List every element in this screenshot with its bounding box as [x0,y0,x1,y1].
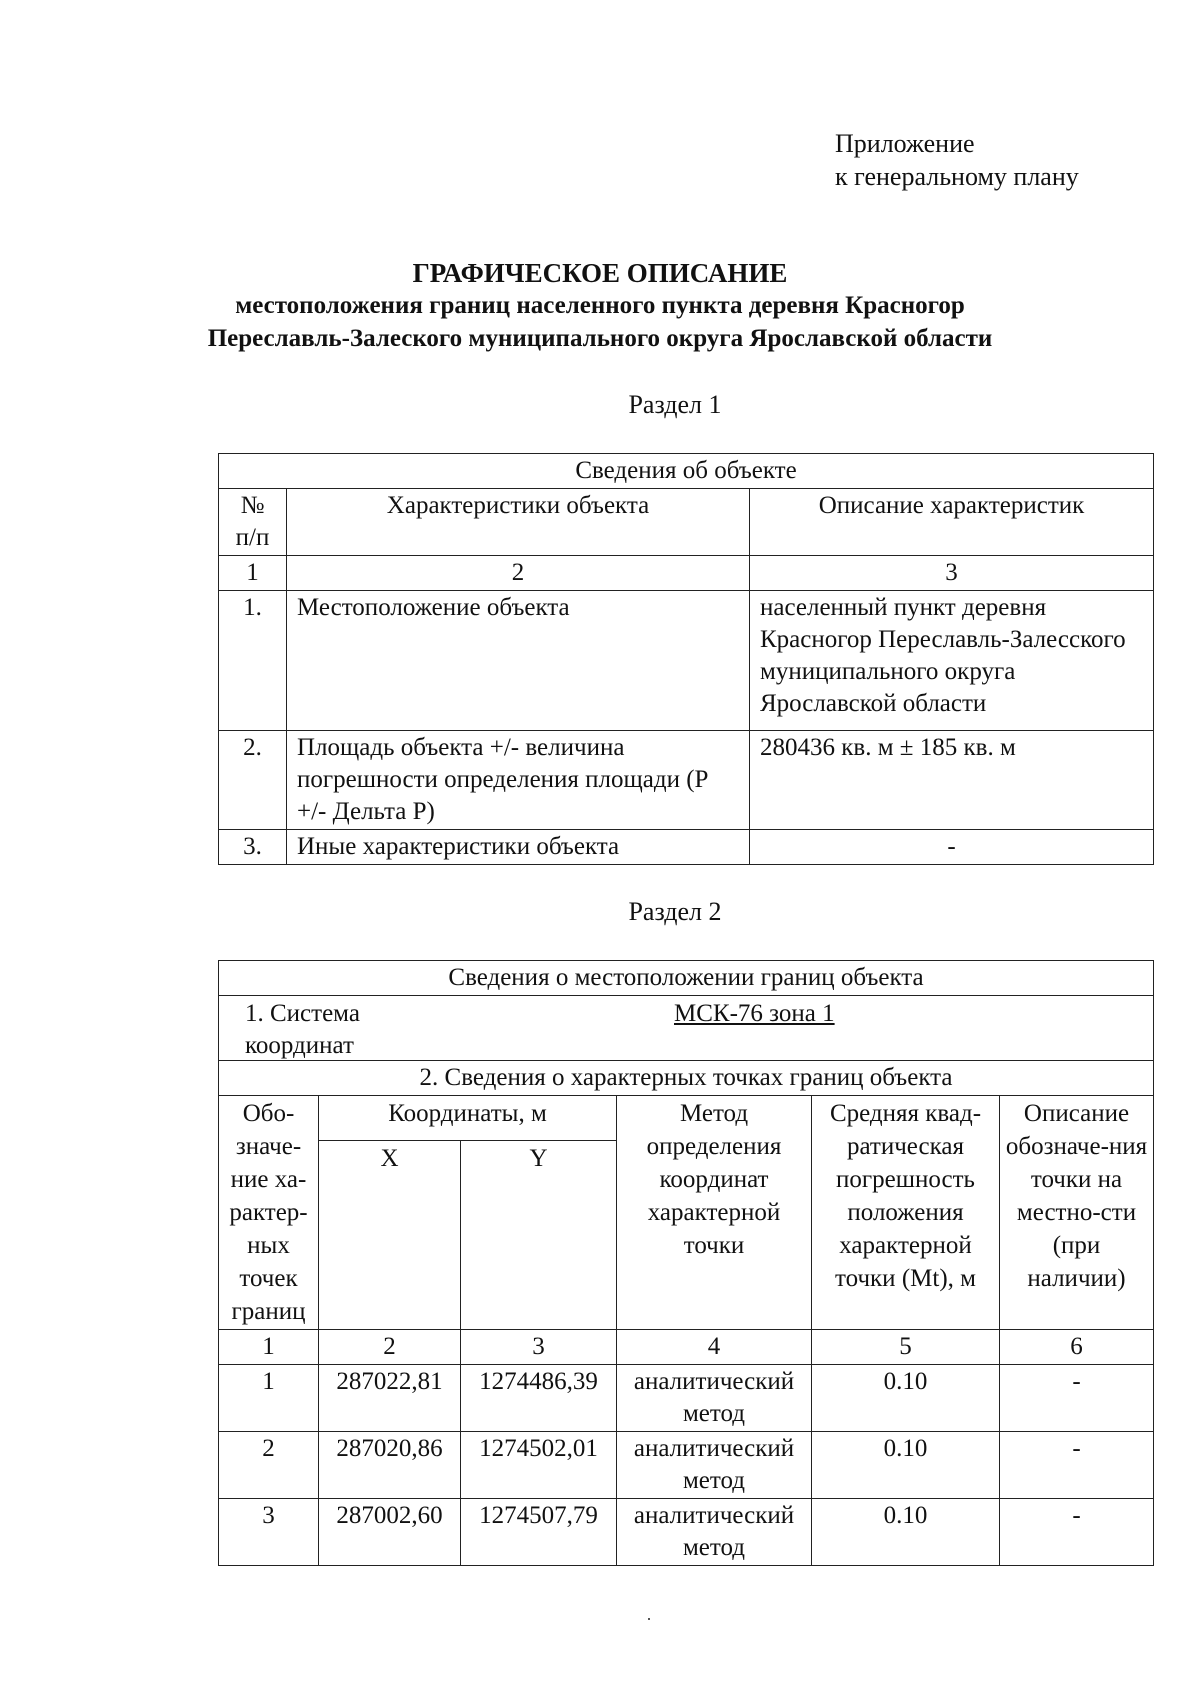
header-description: Описание характеристик [750,489,1154,556]
point-mt: 0.10 [812,1365,1000,1432]
col-number-1: 1 [219,556,287,591]
point-id: 1 [219,1365,319,1432]
point-desc: - [1000,1432,1154,1499]
col-number-3: 3 [461,1330,617,1365]
col-number-3: 3 [750,556,1154,591]
row-3-number: 3. [219,830,287,865]
col-number-2: 2 [287,556,750,591]
col-number-2: 2 [319,1330,461,1365]
header-accuracy: Средняя квад-ратическая погрешность положения характерной точки (Mt), м [812,1096,1000,1330]
row-2-number: 2. [219,731,287,830]
title-line-3: Переславль-Залеского муниципального округа Ярославской области [207,325,993,352]
point-id: 2 [219,1432,319,1499]
point-id: 3 [219,1499,319,1566]
col-number-4: 4 [617,1330,812,1365]
appendix-line-1: Приложение [835,129,975,158]
coord-system-value: МСК-76 зона 1 [674,1000,835,1027]
point-desc: - [1000,1499,1154,1566]
header-x: X [319,1141,461,1330]
object-info-table [218,453,1154,865]
section-1-label: Раздел 1 [628,390,722,419]
title-heading: ГРАФИЧЕСКОЕ ОПИСАНИЕ [412,258,788,288]
boundary-table-title: Сведения о местоположении границ объекта [219,961,1154,996]
header-point-description: Описание обозначе-ния точки на местно-сти (при наличии) [1000,1096,1154,1330]
row-1-number: 1. [219,591,287,731]
col-number-6: 6 [1000,1330,1154,1365]
col-number-1: 1 [219,1330,319,1365]
header-method: Метод определения координат характерной точки [617,1096,812,1330]
point-x: 287020,86 [319,1432,461,1499]
point-x: 287022,81 [319,1365,461,1432]
point-method: аналитический метод [617,1365,812,1432]
header-coordinates: Координаты, м [319,1096,617,1141]
row-2-value: 280436 кв. м ± 185 кв. м [750,731,1154,830]
table-row [219,1432,1154,1499]
appendix-note [835,127,1079,193]
point-mt: 0.10 [812,1499,1000,1566]
scan-speck [648,1618,650,1620]
point-method: аналитический метод [617,1432,812,1499]
section-2-label: Раздел 2 [628,897,722,926]
points-section-title: 2. Сведения о характерных точках границ объекта [219,1061,1154,1096]
table-row [219,1499,1154,1566]
point-mt: 0.10 [812,1432,1000,1499]
point-y: 1274507,79 [461,1499,617,1566]
object-table-title: Сведения об объекте [219,454,1154,489]
row-3-name: Иные характеристики объекта [287,830,750,865]
point-x: 287002,60 [319,1499,461,1566]
header-number: № п/п [219,489,287,556]
appendix-line-2: к генеральному плану [835,162,1079,191]
header-point-designation: Обо-значе-ние ха-рактер-ных точек границ [219,1096,319,1330]
header-y: Y [461,1141,617,1330]
row-2-name: Площадь объекта +/- величина погрешности определения площади (Р +/- Дельта Р) [287,731,750,830]
header-characteristics: Характеристики объекта [287,489,750,556]
boundary-points-table [218,960,1154,1566]
table-row [219,1365,1154,1432]
row-1-value: населенный пункт деревня Красногор Переславль-Залесского муниципального округа Ярославской области [750,591,1154,731]
point-y: 1274486,39 [461,1365,617,1432]
coord-system-label: 1. Система координат [245,1000,360,1059]
document-title [0,258,1200,355]
point-y: 1274502,01 [461,1432,617,1499]
row-3-value: - [750,830,1154,865]
point-method: аналитический метод [617,1499,812,1566]
row-1-name: Местоположение объекта [287,591,750,731]
col-number-5: 5 [812,1330,1000,1365]
title-line-2: местоположения границ населенного пункта деревня Красногор [235,292,965,319]
point-desc: - [1000,1365,1154,1432]
